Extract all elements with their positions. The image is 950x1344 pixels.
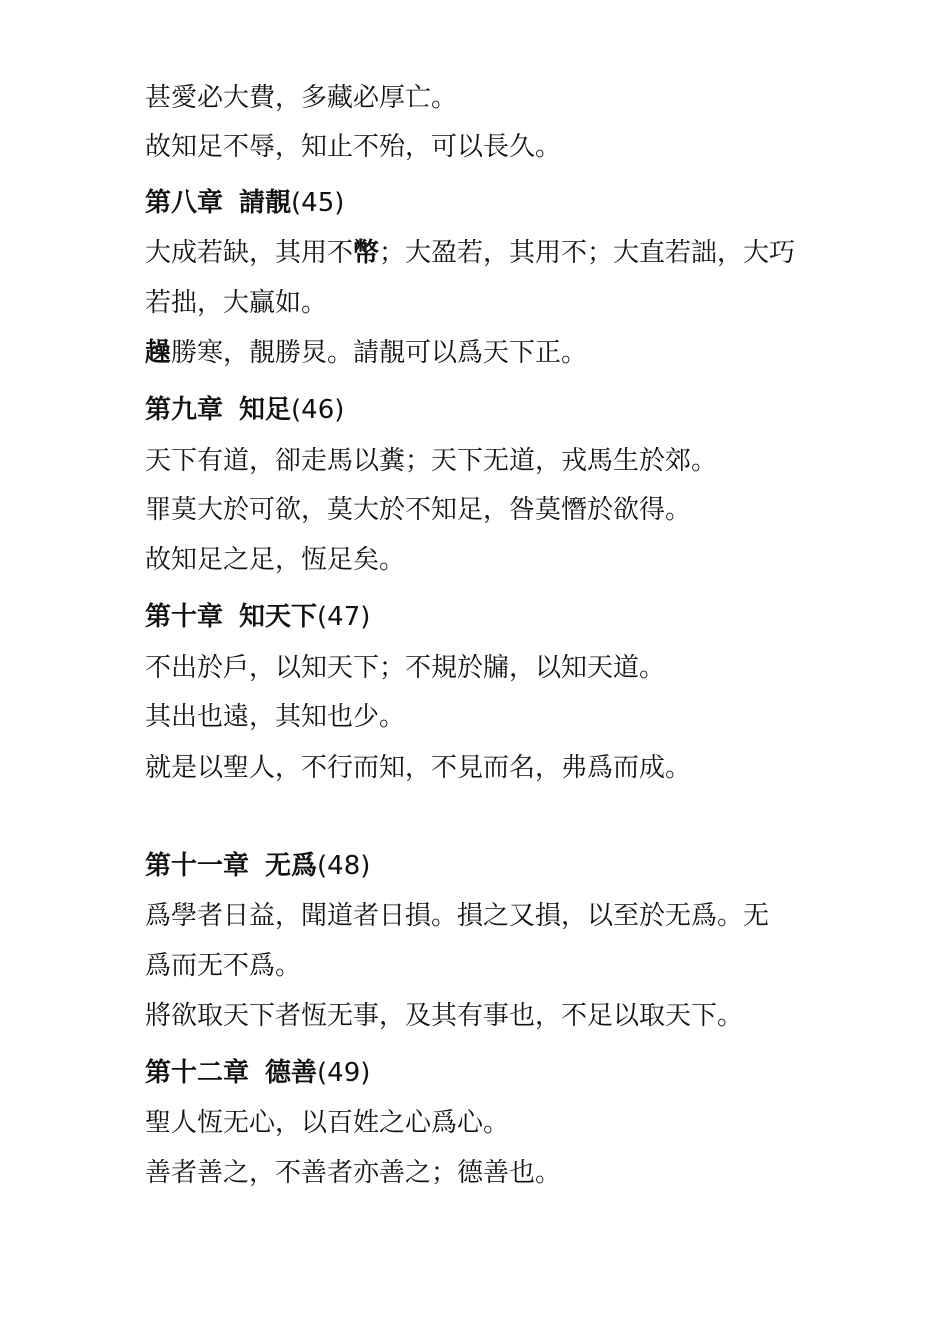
chapter-number: 第八章: [145, 188, 224, 218]
text-line: 將欲取天下者恆无事，及其有事也，不足以取天下。: [145, 1001, 744, 1031]
text-line: 故知足之足，恆足矣。: [145, 545, 406, 575]
chapter-number: 第十一章: [145, 851, 250, 881]
chapter-number: 第十二章: [145, 1058, 250, 1088]
chapter-heading: [145, 600, 370, 634]
chapter-index: (47): [317, 602, 371, 632]
text-line: 故知足不辱，知止不殆，可以長久。: [145, 132, 562, 162]
chapter-title: 知天下: [239, 602, 318, 632]
text-span: 勝寒，靚勝炅。請靚可以爲天下正。: [171, 338, 588, 368]
chapter-heading: [145, 849, 370, 883]
text-line: 就是以聖人，不行而知，不見而名，弗爲而成。: [145, 753, 692, 783]
text-span: ；大盈若，其用不；大直若詘，大巧: [379, 238, 796, 268]
chapter-heading: [145, 186, 344, 220]
text-line: [145, 336, 587, 370]
chapter-number: 第十章: [145, 602, 224, 632]
chapter-heading: [145, 393, 344, 427]
text-line: 聖人恆无心，以百姓之心爲心。: [145, 1108, 510, 1138]
text-line: 若拙，大贏如。: [145, 288, 328, 318]
chapter-index: (46): [291, 395, 345, 425]
chapter-title: 知足: [239, 395, 292, 425]
text-line: 罪莫大於可欲，莫大於不知足，咎莫憯於欲得。: [145, 495, 692, 525]
chapter-heading: [145, 1056, 370, 1090]
chapter-title: 无爲: [265, 851, 318, 881]
bold-character: 幣: [353, 238, 380, 268]
chapter-title: 德善: [265, 1058, 318, 1088]
text-line: 不出於戶，以知天下；不規於牖，以知天道。: [145, 653, 666, 683]
chapter-index: (45): [291, 188, 345, 218]
chapter-index: (49): [317, 1058, 371, 1088]
text-line: 爲而无不爲。: [145, 951, 302, 981]
bold-character: 趮: [145, 338, 172, 368]
chapter-number: 第九章: [145, 395, 224, 425]
text-line: 善者善之，不善者亦善之；德善也。: [145, 1158, 562, 1188]
text-line: 其出也遠，其知也少。: [145, 702, 406, 732]
text-span: 大成若缺，其用不: [145, 238, 354, 268]
text-line: 爲學者日益，聞道者日損。損之又損，以至於无爲。无: [145, 901, 770, 931]
chapter-title: 請靚: [239, 188, 292, 218]
chapter-index: (48): [317, 851, 371, 881]
text-line: 甚愛必大費，多藏必厚亡。: [145, 83, 458, 113]
text-line: 天下有道，卻走馬以糞；天下无道，戎馬生於郊。: [145, 446, 718, 476]
text-line: [145, 236, 795, 270]
